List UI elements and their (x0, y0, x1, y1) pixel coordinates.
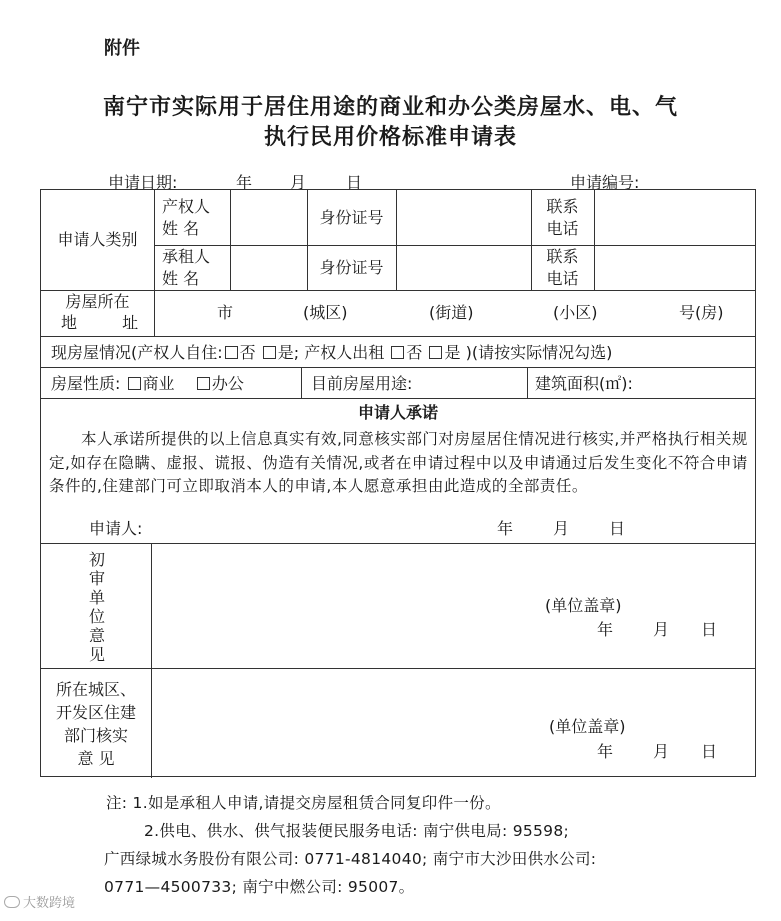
address-label: 房屋所在 (65, 292, 130, 311)
owner-name-label: 产权人 (162, 197, 211, 216)
apply-number-label: 申请编号: (570, 173, 640, 192)
second-review-seal: (单位盖章) (549, 717, 626, 736)
promise-text: 本人承诺所提供的以上信息真实有效,同意核实部门对房屋居住情况进行核实,并严格执行相关规定,如存在隐瞒、虚报、谎报、伪造有关情况,或者在申请过程中以及申请通过后发生变化不符合申请条件的,住建部门可立即取消本人的申请,本人愿意承担由此造成的全部责任。 (49, 430, 748, 495)
owner-name-label-2: 姓 名 (162, 219, 200, 238)
situation-no: 否 (239, 343, 256, 362)
commercial-checkbox[interactable] (128, 377, 141, 390)
current-usage-label: 目前房屋用途: (311, 374, 413, 393)
col-divider-phone (594, 190, 595, 290)
tenant-name-label: 承租人 (162, 247, 211, 266)
divider-situation-top (41, 336, 755, 337)
tenant-phone-label-2: 电话 (546, 269, 579, 288)
tenant-id-label: 身份证号 (319, 258, 384, 277)
address-district: (城区) (303, 303, 348, 322)
first-review-year: 年 (597, 620, 614, 639)
form-title-line1: 南宁市实际用于居住用途的商业和办公类房屋水、电、气 (102, 94, 678, 120)
tenant-phone-label: 联系 (546, 247, 579, 266)
tenant-name-label-2: 姓 名 (162, 269, 200, 288)
promise-day: 日 (609, 519, 626, 538)
promise-year: 年 (497, 519, 514, 538)
first-review-label: 初审单位意见 (88, 550, 105, 664)
situation-suffix: )(请按实际情况勾选) (465, 343, 613, 362)
address-street: (街道) (429, 303, 474, 322)
second-review-year: 年 (597, 742, 614, 761)
note-line-1: 注: 1.如是承租人申请,请提交房屋租赁合同复印件一份。 (106, 794, 501, 812)
situation-yes: 是; (277, 343, 300, 362)
situation-rent-no: 否 (406, 343, 423, 362)
second-review-day: 日 (701, 742, 718, 761)
promise-applicant-label: 申请人: (89, 519, 143, 538)
house-situation-row (51, 342, 612, 364)
property-commercial: 商业 (142, 374, 175, 393)
owner-id-label: 身份证号 (319, 208, 384, 227)
first-review-day: 日 (701, 620, 718, 639)
property-nature-row (51, 373, 244, 395)
building-area-label: 建筑面积(㎡): (535, 374, 633, 393)
note-line-2: 2.供电、供水、供气报装便民服务电话: 南宁供电局: 95598; (144, 822, 570, 840)
applicant-category-label: 申请人类别 (57, 230, 138, 249)
first-review-seal: (单位盖章) (545, 596, 622, 615)
second-review-label-2: 开发区住建 (55, 703, 136, 722)
owner-rent-no-checkbox[interactable] (391, 346, 404, 359)
address-number: 号(房) (679, 303, 724, 322)
property-nature-label: 房屋性质: (51, 374, 121, 393)
apply-date-day: 日 (346, 173, 363, 192)
second-review-month: 月 (653, 742, 670, 761)
note-line-3: 广西绿城水务股份有限公司: 0771-4814040; 南宁市大沙田供水公司: (104, 850, 597, 868)
col-divider-review (151, 543, 152, 778)
divider-property-top (41, 367, 755, 368)
property-office: 办公 (211, 374, 244, 393)
col-divider-usage (301, 367, 302, 398)
divider-promise-top (41, 398, 755, 399)
situation-rent: 产权人出租 (304, 343, 385, 362)
address-label-2: 地 址 (61, 313, 159, 332)
apply-date-month: 月 (290, 173, 307, 192)
promise-month: 月 (553, 519, 570, 538)
divider-applicant-rows (154, 245, 755, 246)
owner-live-no-checkbox[interactable] (225, 346, 238, 359)
second-review-label-4: 意 见 (77, 749, 115, 768)
attachment-label: 附件 (104, 38, 140, 59)
application-form (40, 189, 756, 777)
address-city: 市 (217, 303, 234, 322)
owner-phone-label: 联系 (546, 197, 579, 216)
col-divider-name (230, 190, 231, 290)
divider-second-review-top (41, 668, 755, 669)
promise-title: 申请人承诺 (357, 403, 438, 422)
address-community: (小区) (553, 303, 598, 322)
watermark-text: 大数跨境 (23, 896, 76, 911)
apply-date-label: 申请日期: (108, 173, 178, 192)
second-review-label-3: 部门核实 (63, 726, 128, 745)
divider-first-review-top (41, 543, 755, 544)
second-review-label-1: 所在城区、 (55, 680, 136, 699)
note-line-4: 0771—4500733; 南宁中燃公司: 95007。 (104, 878, 415, 896)
col-divider-area (527, 367, 528, 398)
owner-live-yes-checkbox[interactable] (263, 346, 276, 359)
office-checkbox[interactable] (197, 377, 210, 390)
watermark-logo-icon (4, 896, 20, 908)
first-review-month: 月 (653, 620, 670, 639)
watermark (4, 892, 75, 911)
form-title-line2: 执行民用价格标准申请表 (263, 124, 517, 150)
owner-rent-yes-checkbox[interactable] (429, 346, 442, 359)
owner-phone-label-2: 电话 (546, 219, 579, 238)
apply-date-year: 年 (236, 173, 253, 192)
col-divider-id (396, 190, 397, 290)
situation-rent-yes: 是 (444, 343, 461, 362)
situation-prefix: 现房屋情况(产权人自住: (51, 343, 223, 362)
